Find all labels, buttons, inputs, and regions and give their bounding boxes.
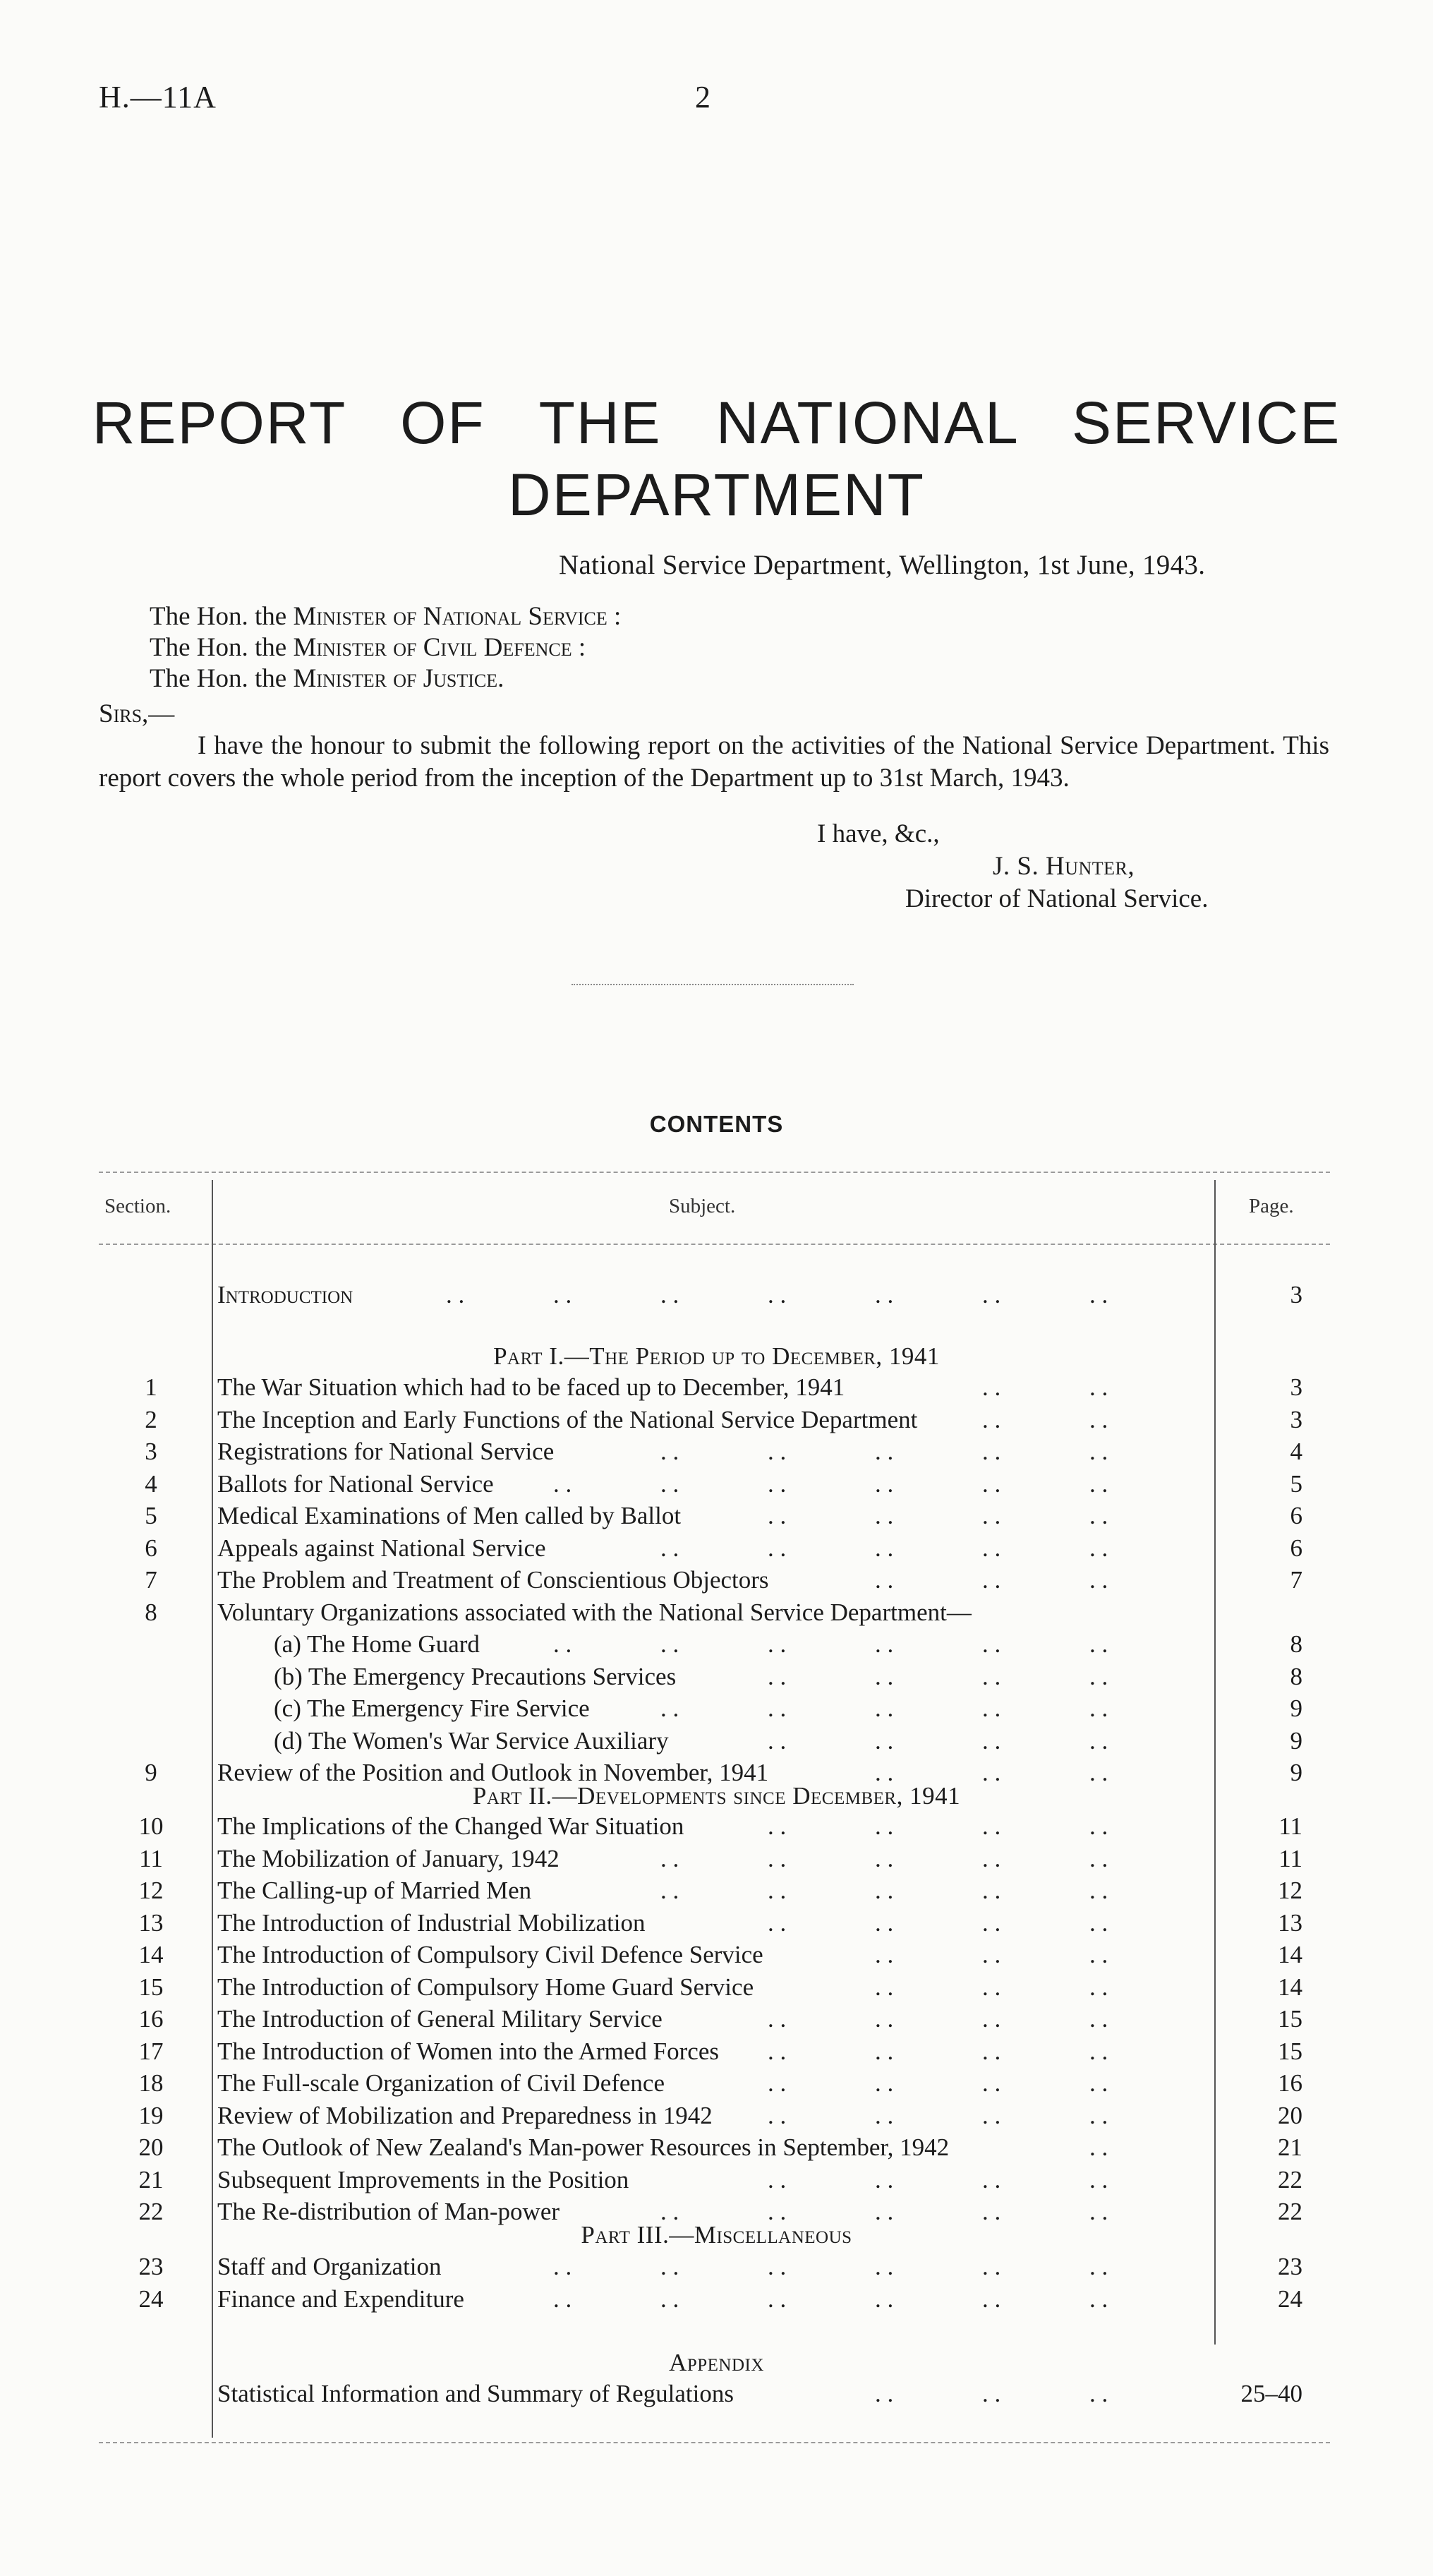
contents-page: 13	[1278, 1908, 1302, 1937]
signoff-name: J. S. Hunter,	[993, 852, 1135, 881]
contents-subject: The Re-distribution of Man-power	[217, 2198, 560, 2225]
letter-body: I have the honour to submit the following report on the activities of the National Service Department. This report covers the whole period from the inception of the Department up to 31st March, 1943.	[99, 731, 1329, 793]
contents-row: (c) The Emergency Fire Service 9 . . . . . . . . . .	[274, 1695, 1302, 1722]
contents-page: 8	[1290, 1662, 1302, 1690]
addressee-line: The Hon. the Minister of Civil Defence :	[150, 633, 586, 662]
contents-subject: Registrations for National Service	[217, 1438, 555, 1465]
contents-page: 3	[1290, 1405, 1302, 1433]
section-number: 9	[145, 1759, 157, 1786]
section-number: 19	[138, 2101, 164, 2129]
contents-page: 12	[1278, 1877, 1302, 1904]
contents-row: Introduction 3 . . . . . . . . . . . . . .	[217, 1281, 1302, 1308]
contents-row: 13 The Introduction of Industrial Mobilization 13 . . . . . . . .	[0, 1909, 1433, 1942]
contents-subject: Voluntary Organizations associated with the National Service Department—	[217, 1598, 972, 1626]
contents-page: 24	[1278, 2285, 1302, 2313]
contents-row: 23 Staff and Organization 23 . . . . . . . . . . . .	[0, 2253, 1433, 2285]
contents-page: 11	[1278, 1844, 1302, 1872]
section-number: 14	[138, 1941, 164, 1968]
contents-page: 16	[1278, 2069, 1302, 2097]
section-number: 23	[138, 2253, 164, 2280]
contents-row: 19 Review of Mobilization and Preparedness in 1942 20 . . . . . . . .	[0, 2102, 1433, 2134]
contents-subject: Review of the Position and Outlook in November, 1941	[217, 1759, 769, 1786]
contents-page: 5	[1290, 1469, 1302, 1498]
contents-page: 9	[1290, 1759, 1302, 1786]
contents-row: 5 Medical Examinations of Men called by Ballot 6 . . . . . . . .	[0, 1502, 1433, 1534]
section-number: 21	[138, 2165, 164, 2193]
contents-subject: Review of Mobilization and Preparedness in 1942	[217, 2101, 713, 2129]
part-heading: Part II.—Developments since December, 1941	[472, 1782, 961, 1810]
contents-page: 14	[1278, 1941, 1302, 1968]
addressee-line: The Hon. the Minister of National Service :	[150, 602, 622, 631]
contents-row: (b) The Emergency Precautions Services 8 . . . . . . . .	[274, 1662, 1302, 1690]
contents-subject: Medical Examinations of Men called by Ballot	[217, 1502, 682, 1529]
contents-page: 9	[1290, 1695, 1302, 1722]
contents-subject: The Mobilization of January, 1942	[217, 1844, 560, 1872]
table-bottom-rule	[99, 2442, 1330, 2443]
report-title	[0, 387, 1433, 531]
addressee-line: The Hon. the Minister of Justice.	[150, 664, 504, 693]
section-number: 6	[145, 1534, 157, 1562]
part-heading: Part I.—The Period up to December, 1941	[493, 1342, 940, 1370]
contents-row: (a) The Home Guard 8 . . . . . . . . . . . .	[274, 1630, 1302, 1658]
contents-subject: The Inception and Early Functions of the National Service Department	[217, 1405, 918, 1433]
salutation: Sirs,—	[99, 699, 175, 728]
contents-row: 9 Review of the Position and Outlook in November, 1941 9 . . . . . .	[0, 1759, 1433, 1791]
contents-page: 15	[1278, 2005, 1302, 2033]
contents-subject: (c) The Emergency Fire Service	[274, 1695, 590, 1722]
contents-page: 22	[1278, 2198, 1302, 2225]
contents-subject: The Implications of the Changed War Situation	[217, 1812, 684, 1840]
section-number: 2	[145, 1405, 157, 1433]
addressees	[150, 601, 621, 694]
addressee-office: Minister of National Service :	[293, 602, 622, 631]
contents-row: 4 Ballots for National Service 5 . . . . . . . . . . . .	[0, 1470, 1433, 1503]
contents-page: 9	[1290, 1726, 1302, 1755]
section-number: 22	[138, 2198, 164, 2225]
contents-row: 16 The Introduction of General Military Service 15 . . . . . . . .	[0, 2005, 1433, 2038]
contents-page: 3	[1290, 1373, 1302, 1401]
column-header-subject: Subject.	[669, 1195, 736, 1217]
contents-page: 23	[1278, 2253, 1302, 2280]
contents-page: 15	[1278, 2037, 1302, 2065]
contents-row: 24 Finance and Expenditure 24 . . . . . . . . . . . .	[0, 2285, 1433, 2318]
section-number: 16	[138, 2005, 164, 2033]
column-header-section: Section.	[104, 1195, 171, 1217]
contents-subject: Statistical Information and Summary of Regulations	[217, 2380, 734, 2407]
contents-row: 11 The Mobilization of January, 1942 11 . . . . . . . . . .	[0, 1845, 1433, 1877]
page-number: 2	[695, 80, 711, 114]
contents-row: 18 The Full-scale Organization of Civil Defence 16 . . . . . . . .	[0, 2069, 1433, 2102]
contents-heading: CONTENTS	[649, 1111, 784, 1137]
table-header-rule	[99, 1244, 1330, 1245]
contents-row: 14 The Introduction of Compulsory Civil Defence Service 14 . . . . . .	[0, 1941, 1433, 1973]
contents-page: 8	[1290, 1630, 1302, 1658]
contents-subject: Appeals against National Service	[217, 1534, 546, 1562]
contents-subject: The Introduction of Compulsory Home Guard Service	[217, 1973, 754, 2001]
part-heading: Part III.—Miscellaneous	[581, 2221, 852, 2249]
contents-subject: Introduction	[217, 1281, 353, 1308]
section-number: 1	[145, 1373, 157, 1401]
section-number: 24	[138, 2285, 164, 2313]
contents-row: 20 The Outlook of New Zealand's Man-power Resources in September, 1942 21 . .	[0, 2133, 1433, 2166]
contents-subject: Staff and Organization	[217, 2253, 442, 2280]
contents-subject: The Problem and Treatment of Conscientious Objectors	[217, 1566, 769, 1594]
contents-row: 15 The Introduction of Compulsory Home Guard Service 14 . . . . . .	[0, 1973, 1433, 2006]
report-reference: H.—11A	[99, 80, 217, 114]
contents-subject: Ballots for National Service	[217, 1469, 494, 1498]
contents-page: 4	[1290, 1438, 1302, 1465]
column-header-page: Page.	[1249, 1195, 1294, 1217]
contents-page: 3	[1290, 1281, 1302, 1308]
section-number: 3	[145, 1438, 157, 1465]
contents-page: 21	[1278, 2133, 1302, 2161]
contents-page: 25–40	[1240, 2380, 1302, 2407]
contents-row: 10 The Implications of the Changed War Situation 11 . . . . . . . .	[0, 1812, 1433, 1845]
section-number: 8	[145, 1598, 157, 1626]
section-divider	[572, 984, 854, 985]
contents-subject: The Calling-up of Married Men	[217, 1877, 532, 1904]
section-number: 11	[139, 1844, 163, 1872]
signoff-closing: I have, &c.,	[817, 819, 940, 848]
contents-page: 6	[1290, 1502, 1302, 1529]
section-number: 18	[138, 2069, 164, 2097]
contents-row: 21 Subsequent Improvements in the Position 22 . . . . . . . .	[0, 2166, 1433, 2198]
section-number: 4	[145, 1469, 157, 1498]
contents-subject: (b) The Emergency Precautions Services	[274, 1662, 677, 1690]
report-title-line-2: DEPARTMENT	[508, 462, 925, 528]
section-number: 13	[138, 1908, 164, 1937]
contents-subject: The Introduction of General Military Service	[217, 2005, 663, 2033]
contents-subject: The Full-scale Organization of Civil Defence	[217, 2069, 665, 2097]
contents-row: 22 The Re-distribution of Man-power 22 . . . . . . . . . .	[0, 2198, 1433, 2230]
signoff-position: Director of National Service.	[905, 884, 1209, 913]
section-number: 20	[138, 2133, 164, 2161]
report-title-line-1: REPORT OF THE NATIONAL SERVICE	[92, 390, 1341, 456]
contents-row: 12 The Calling-up of Married Men 12 . . . . . . . . . .	[0, 1877, 1433, 1909]
contents-subject: (d) The Women's War Service Auxiliary	[274, 1726, 669, 1755]
section-number: 17	[138, 2037, 164, 2065]
contents-page: 6	[1290, 1534, 1302, 1562]
contents-page: 14	[1278, 1973, 1302, 2001]
section-number: 10	[138, 1812, 164, 1840]
section-number: 7	[145, 1566, 157, 1594]
contents-subject: (a) The Home Guard	[274, 1630, 480, 1658]
contents-page: 11	[1278, 1812, 1302, 1840]
table-top-rule	[99, 1172, 1330, 1173]
addressee-office: Minister of Justice.	[293, 664, 504, 693]
contents-row: 2 The Inception and Early Functions of the National Service Department 3 . . . .	[0, 1406, 1433, 1438]
contents-row: 17 The Introduction of Women into the Armed Forces 15 . . . . . . . .	[0, 2038, 1433, 2070]
contents-row: (d) The Women's War Service Auxiliary 9 . . . . . . . .	[274, 1726, 1302, 1755]
contents-row: 1 The War Situation which had to be faced up to December, 1941 3 . . . .	[0, 1373, 1433, 1406]
section-number: 15	[138, 1973, 164, 2001]
contents-subject: The Outlook of New Zealand's Man-power Resources in September, 1942	[217, 2133, 950, 2161]
contents-subject: Finance and Expenditure	[217, 2285, 464, 2313]
contents-row: Statistical Information and Summary of Regulations 25–40 . . . . . .	[217, 2380, 1302, 2407]
part-heading: Appendix	[669, 2349, 764, 2376]
contents-page: 20	[1278, 2101, 1302, 2129]
contents-subject: The War Situation which had to be faced up to December, 1941	[217, 1373, 845, 1401]
addressee-office: Minister of Civil Defence :	[293, 633, 586, 662]
contents-row: 6 Appeals against National Service 6 . . . . . . . . . .	[0, 1534, 1433, 1567]
dateline: National Service Department, Wellington, 1st June, 1943.	[559, 550, 1206, 580]
contents-page: 7	[1290, 1566, 1302, 1594]
contents-subject: Subsequent Improvements in the Position	[217, 2165, 629, 2193]
section-number: 12	[138, 1877, 164, 1904]
contents-row: 7 The Problem and Treatment of Conscientious Objectors 7 . . . . . .	[0, 1566, 1433, 1599]
contents-row: 3 Registrations for National Service 4 . . . . . . . . . .	[0, 1438, 1433, 1470]
contents-subject: The Introduction of Women into the Armed Forces	[217, 2037, 719, 2065]
section-number: 5	[145, 1502, 157, 1529]
contents-row	[0, 1599, 1433, 1631]
contents-subject: The Introduction of Industrial Mobilization	[217, 1908, 646, 1937]
contents-subject: The Introduction of Compulsory Civil Defence Service	[217, 1941, 763, 1968]
contents-page: 22	[1278, 2165, 1302, 2193]
